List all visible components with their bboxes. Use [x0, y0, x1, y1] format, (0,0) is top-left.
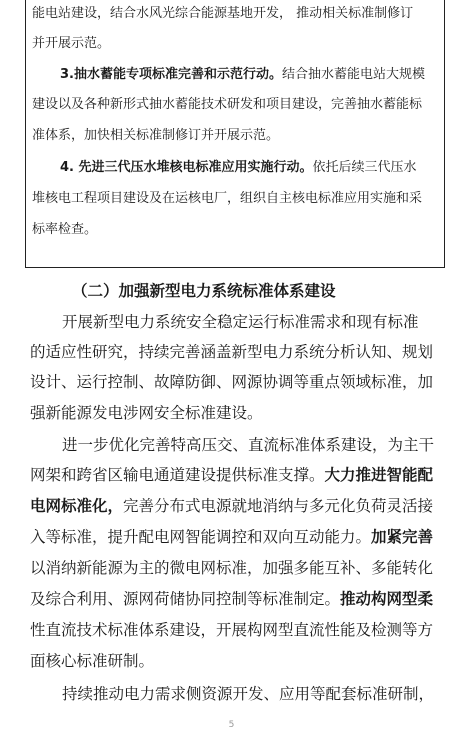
box-text-line: 准体系，加快相关标准制修订并开展示范。: [32, 128, 280, 143]
paragraph-line: 持续推动电力需求侧资源开发、应用等配套标准研制，: [62, 685, 435, 703]
box-text-line: 并开展示范。: [32, 36, 111, 51]
paragraph-line: [30, 496, 433, 516]
item-3-text: 结合抽水蓄能电站大规模: [281, 67, 425, 82]
paragraph-line: 面核心标准研制。: [30, 652, 155, 670]
paragraph-line: 强新能源发电涉网安全标准建设。: [30, 404, 263, 422]
plain-text: 网架和跨省区输电通道建设提供标准支撑。: [30, 466, 325, 484]
box-text-line: 能电站建设，结合水风光综合能源基地开发， 推动相关标准制修订: [32, 6, 414, 21]
bold-text: 电网标准化，: [30, 497, 124, 515]
paragraph-line: [30, 465, 433, 485]
section-heading: （二）加强新型电力系统标准体系建设: [72, 282, 336, 300]
paragraph-line: 以消纳新能源为主的微电网标准，加强多能互补、多能转化: [30, 559, 434, 577]
bold-text: 大力推进智能配: [324, 466, 434, 484]
bold-text: 加紧完善: [371, 528, 434, 546]
plain-text: 入等标准，: [30, 528, 108, 546]
paragraph-line: 设计、运行控制、故障防御、网源协调等重点领域标准，加: [30, 373, 434, 391]
paragraph-line: [30, 589, 433, 609]
item-4: [60, 160, 417, 176]
box-text-line: 标率检查。: [32, 222, 98, 237]
page-number: 5: [228, 720, 235, 730]
boxed-action-list: [25, 0, 445, 268]
plain-text: 及综合利用、源网荷储协同控制等标准制定。: [30, 590, 341, 608]
paragraph-line: 的适应性研究，持续完善涵盖新型电力系统分析认知、规划: [30, 343, 434, 361]
box-text-line: 建设以及各种新形式抽水蓄能技术研发和项目建设，完善抽水蓄能标: [32, 97, 423, 112]
bold-text: 推动构网型柔: [340, 590, 434, 608]
paragraph-line: [30, 527, 433, 547]
paragraph-line: 进一步优化完善特高压交、直流标准体系建设，为主干: [62, 436, 435, 454]
paragraph-line: 开展新型电力系统安全稳定运行标准需求和现有标准: [62, 313, 419, 331]
item-4-title: 4. 先进三代压水堆核电标准应用实施行动。: [60, 160, 313, 175]
item-3: [60, 67, 425, 83]
box-text-line: 堆核电工程项目建设及在运核电厂，组织自主核电标准应用实施和采: [32, 191, 423, 206]
plain-text: 完善分布式电源就地消纳与多元化负荷灵活接: [123, 497, 434, 515]
plain-text: 提升配电网智能调控和双向互动能力。: [107, 528, 372, 546]
paragraph-line: 性直流技术标准体系建设，开展构网型直流性能及检测等方: [30, 621, 434, 639]
item-3-title: 3.抽水蓄能专项标准完善和示范行动。: [60, 67, 282, 82]
item-4-text: 依托后续三代压水: [312, 160, 417, 175]
